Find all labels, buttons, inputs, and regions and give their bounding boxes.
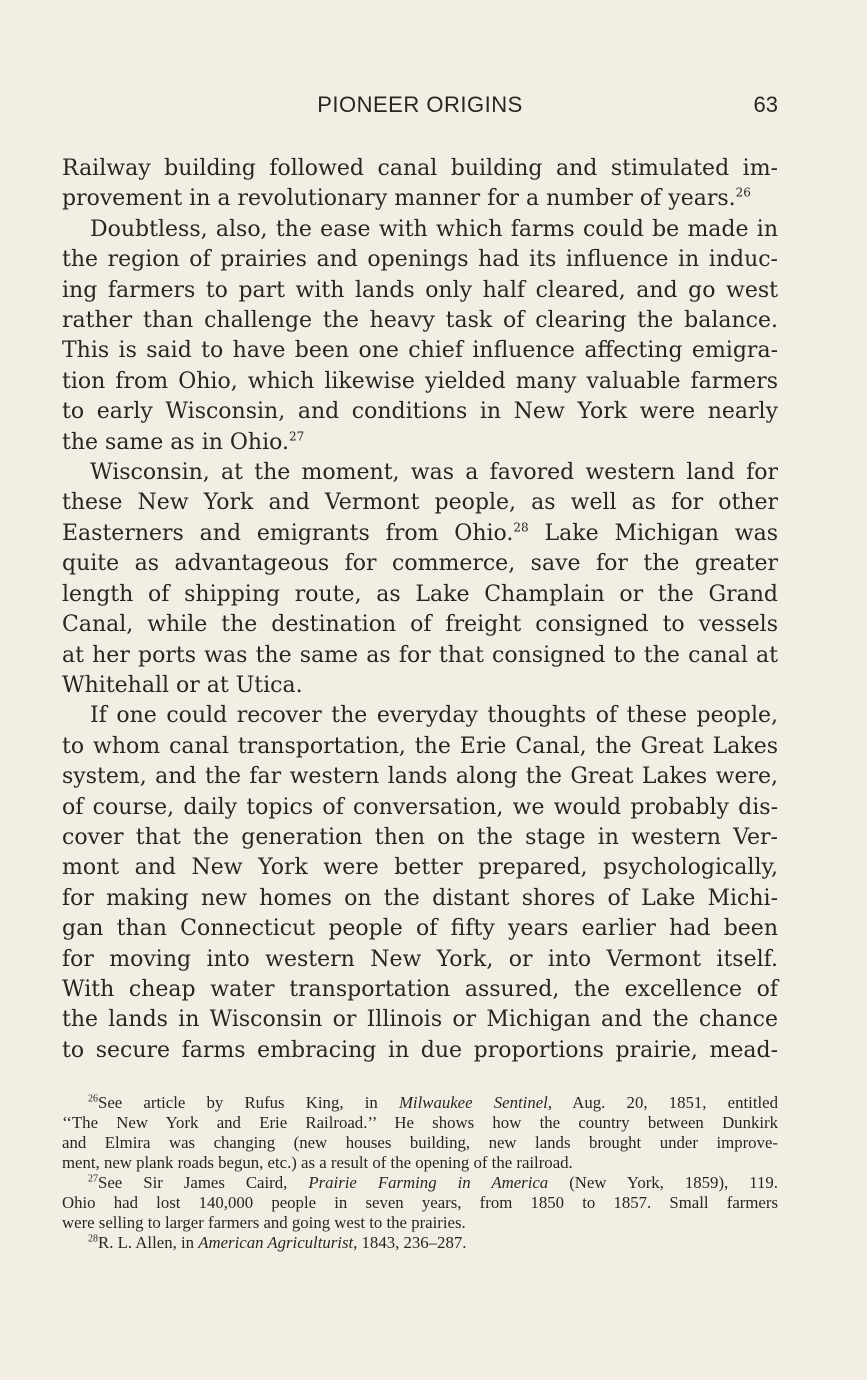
body-line: tion from Ohio, which likewise yielded many valuable farmers bbox=[62, 368, 778, 394]
body-line: If one could recover the everyday thoughts of these people, bbox=[90, 703, 778, 729]
page-number: 63 bbox=[753, 92, 778, 117]
footnote-ref-26: 26 bbox=[735, 186, 751, 201]
body-line: the region of prairies and openings had its influence in induc- bbox=[62, 247, 778, 273]
body-line: ing farmers to part with lands only half cleared, and go west bbox=[62, 277, 778, 303]
body-line: Easterners and emigrants from Ohio.$^{28}$ Lake Michigan was bbox=[62, 520, 778, 546]
footnote-26: $^{26}$See article by Rufus King, in Milwaukee Sentinel, Aug. 20, 1851, entitled bbox=[88, 1093, 778, 1112]
running-title: PIONEER ORIGINS bbox=[317, 92, 523, 117]
footnotes bbox=[62, 1093, 778, 1253]
body-line: at her ports was the same as for that consigned to the canal at bbox=[62, 642, 778, 668]
body-line: Whitehall or at Utica. bbox=[62, 672, 303, 698]
body-text bbox=[62, 154, 778, 1066]
body-line: rather than challenge the heavy task of clearing the balance. bbox=[62, 308, 778, 334]
running-header bbox=[62, 92, 778, 124]
body-line: cover that the generation then on the stage in western Ver- bbox=[62, 824, 778, 850]
footnote-ref-28: 28 bbox=[513, 520, 529, 535]
body-line: Canal, while the destination of freight consigned to vessels bbox=[62, 612, 778, 638]
body-line: Wisconsin, at the moment, was a favored western land for bbox=[90, 460, 778, 486]
body-line: provement in a revolutionary manner for a number of years.$^{26}$ bbox=[62, 186, 751, 212]
footnote-line: and Elmira was changing (new houses building, new lands brought under improve- bbox=[62, 1133, 778, 1152]
body-line: quite as advantageous for commerce, save for the greater bbox=[62, 551, 778, 577]
footnote-line: ‘‘The New York and Erie Railroad.’’ He shows how the country between Dunkirk bbox=[62, 1113, 778, 1132]
body-line: the same as in Ohio.$^{27}$ bbox=[62, 429, 305, 455]
body-line: for moving into western New York, or into Vermont itself. bbox=[62, 946, 778, 972]
footnote-line: were selling to larger farmers and going west to the prairies. bbox=[62, 1213, 466, 1232]
body-line: to early Wisconsin, and conditions in New York were nearly bbox=[62, 399, 778, 425]
body-line: these New York and Vermont people, as well as for other bbox=[62, 490, 778, 516]
body-line: mont and New York were better prepared, psychologically, bbox=[62, 855, 778, 881]
footnote-28: $^{28}$R. L. Allen, in American Agriculturist, 1843, 236–287. bbox=[88, 1233, 467, 1252]
footnote-ref-27: 27 bbox=[289, 429, 305, 444]
footnote-line: ment, new plank roads begun, etc.) as a result of the opening of the railroad. bbox=[62, 1153, 573, 1172]
body-line: for making new homes on the distant shores of Lake Michi- bbox=[62, 885, 778, 911]
body-line: to secure farms embracing in due proportions prairie, mead- bbox=[62, 1037, 778, 1063]
body-line: system, and the far western lands along the Great Lakes were, bbox=[62, 764, 778, 790]
body-line: Railway building followed canal building and stimulated im- bbox=[62, 156, 778, 181]
body-line: Doubtless, also, the ease with which farms could be made in bbox=[90, 216, 778, 242]
body-line: to whom canal transportation, the Erie Canal, the Great Lakes bbox=[62, 733, 778, 759]
footnote-27: $^{27}$See Sir James Caird, Prairie Farming in America (New York, 1859), 119. bbox=[88, 1173, 778, 1192]
body-line: the lands in Wisconsin or Illinois or Michigan and the chance bbox=[62, 1007, 778, 1033]
body-line: gan than Connecticut people of fifty years earlier had been bbox=[62, 916, 778, 942]
body-line: With cheap water transportation assured, the excellence of bbox=[62, 976, 778, 1002]
footnote-line: Ohio had lost 140,000 people in seven years, from 1850 to 1857. Small farmers bbox=[62, 1193, 778, 1212]
body-line: This is said to have been one chief influence affecting emigra- bbox=[62, 338, 778, 364]
body-line: length of shipping route, as Lake Champlain or the Grand bbox=[62, 581, 778, 607]
body-line: of course, daily topics of conversation, we would probably dis- bbox=[62, 794, 778, 820]
